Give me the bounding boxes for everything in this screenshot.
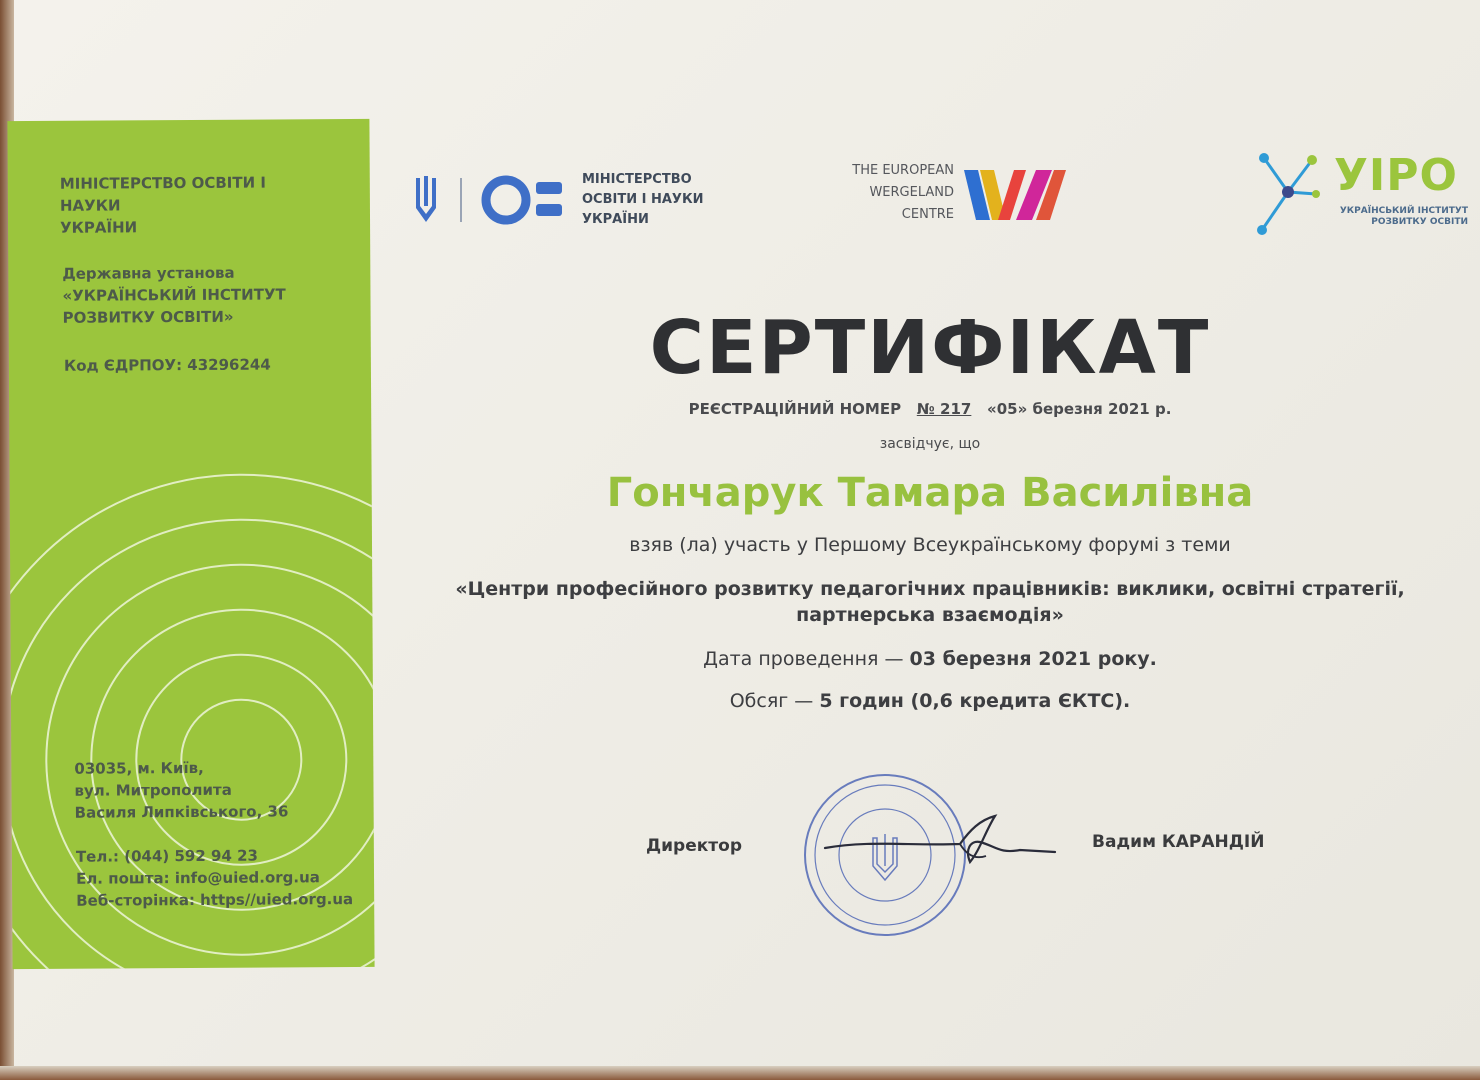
panel-contacts (76, 844, 366, 912)
wergeland-logo-line: THE EUROPEAN (852, 163, 954, 178)
panel-edrpou-code: Код ЄДРПОУ: 43296244 (63, 355, 271, 375)
forum-topic-line: «Центри професійного розвитку педагогічних працівників: виклики, освітні стратегії, (455, 578, 1405, 600)
registration-number: № 217 (916, 400, 972, 418)
certifies-text: засвідчує, що (879, 436, 981, 452)
forum-topic-line: партнерська взаємодія» (796, 604, 1064, 626)
recipient-name: Гончарук Тамара Василівна (606, 470, 1254, 516)
panel-ministry-line: НАУКИ (59, 196, 121, 215)
certificate-title: СЕРТИФІКАТ (649, 305, 1211, 391)
panel-institution-line: «УКРАЇНСЬКИЙ ІНСТИТУТ (62, 285, 286, 305)
ministry-logo-line: ОСВІТИ І НАУКИ (582, 192, 704, 207)
event-date (380, 648, 1480, 670)
green-side-panel (7, 119, 374, 969)
registration-date: «05» березня 2021 р. (987, 400, 1172, 418)
participation-text: взяв (ла) участь у Першому Всеукраїнському форумі з теми (629, 534, 1231, 556)
trident-and-mon-icon (410, 170, 580, 230)
registration-label: РЕЄСТРАЦІЙНИЙ НОМЕР (688, 400, 902, 418)
panel-website: Веб-сторінка: https//uied.org.ua (76, 890, 354, 910)
forum-topic (380, 576, 1480, 628)
uipo-logo-name: УІРО (1334, 150, 1458, 201)
signer-name: Вадим КАРАНДІЙ (1092, 832, 1265, 852)
panel-phone: Тел.: (044) 592 94 23 (75, 846, 259, 866)
uipo-subtitle-line: РОЗВИТКУ ОСВІТИ (1371, 217, 1468, 227)
panel-ministry-line: УКРАЇНИ (60, 218, 138, 237)
ministry-logo-line: УКРАЇНИ (582, 212, 649, 227)
panel-ministry-line: МІНІСТЕРСТВО ОСВІТИ І (59, 173, 266, 193)
panel-email: Ел. пошта: info@uied.org.ua (75, 868, 320, 888)
wergeland-logo-line: WERGELAND (869, 185, 954, 200)
panel-address (74, 756, 354, 824)
ministry-logo-line: МІНІСТЕРСТВО (582, 172, 692, 187)
panel-institution-line: РОЗВИТКУ ОСВІТИ» (62, 307, 234, 327)
wergeland-centre-logo (836, 160, 1076, 230)
ministry-logo (410, 170, 720, 230)
panel-address-line: 03035, м. Київ, (74, 758, 204, 778)
event-date-value: 03 березня 2021 року. (909, 648, 1157, 670)
panel-address-line: вул. Митрополита (74, 780, 232, 800)
concentric-circles-decoration (7, 119, 374, 969)
wergeland-logo-text (836, 160, 954, 226)
panel-address-line: Василя Липківського, 36 (74, 802, 289, 822)
uipo-subtitle-line: УКРАЇНСЬКИЙ ІНСТИТУТ (1339, 206, 1468, 216)
event-volume (380, 690, 1480, 712)
registration-line (380, 400, 1480, 418)
table-edge-bottom (0, 1066, 1480, 1080)
event-date-label: Дата проведення — (703, 648, 904, 670)
director-signature-icon (820, 810, 1060, 880)
wergeland-logo-line: CENTRE (901, 207, 954, 222)
uipo-logo (1254, 150, 1474, 240)
panel-institution-line: Державна установа (62, 263, 235, 283)
panel-institution-name (62, 261, 332, 329)
event-volume-value: 5 годин (0,6 кредита ЄКТС). (819, 690, 1131, 712)
wergeland-w-icon (962, 160, 1072, 230)
director-label: Директор (646, 836, 742, 856)
panel-ministry-name (60, 171, 310, 239)
ministry-logo-text (582, 170, 703, 230)
uipo-logo-subtitle (1308, 206, 1468, 228)
event-volume-label: Обсяг — (729, 690, 814, 712)
